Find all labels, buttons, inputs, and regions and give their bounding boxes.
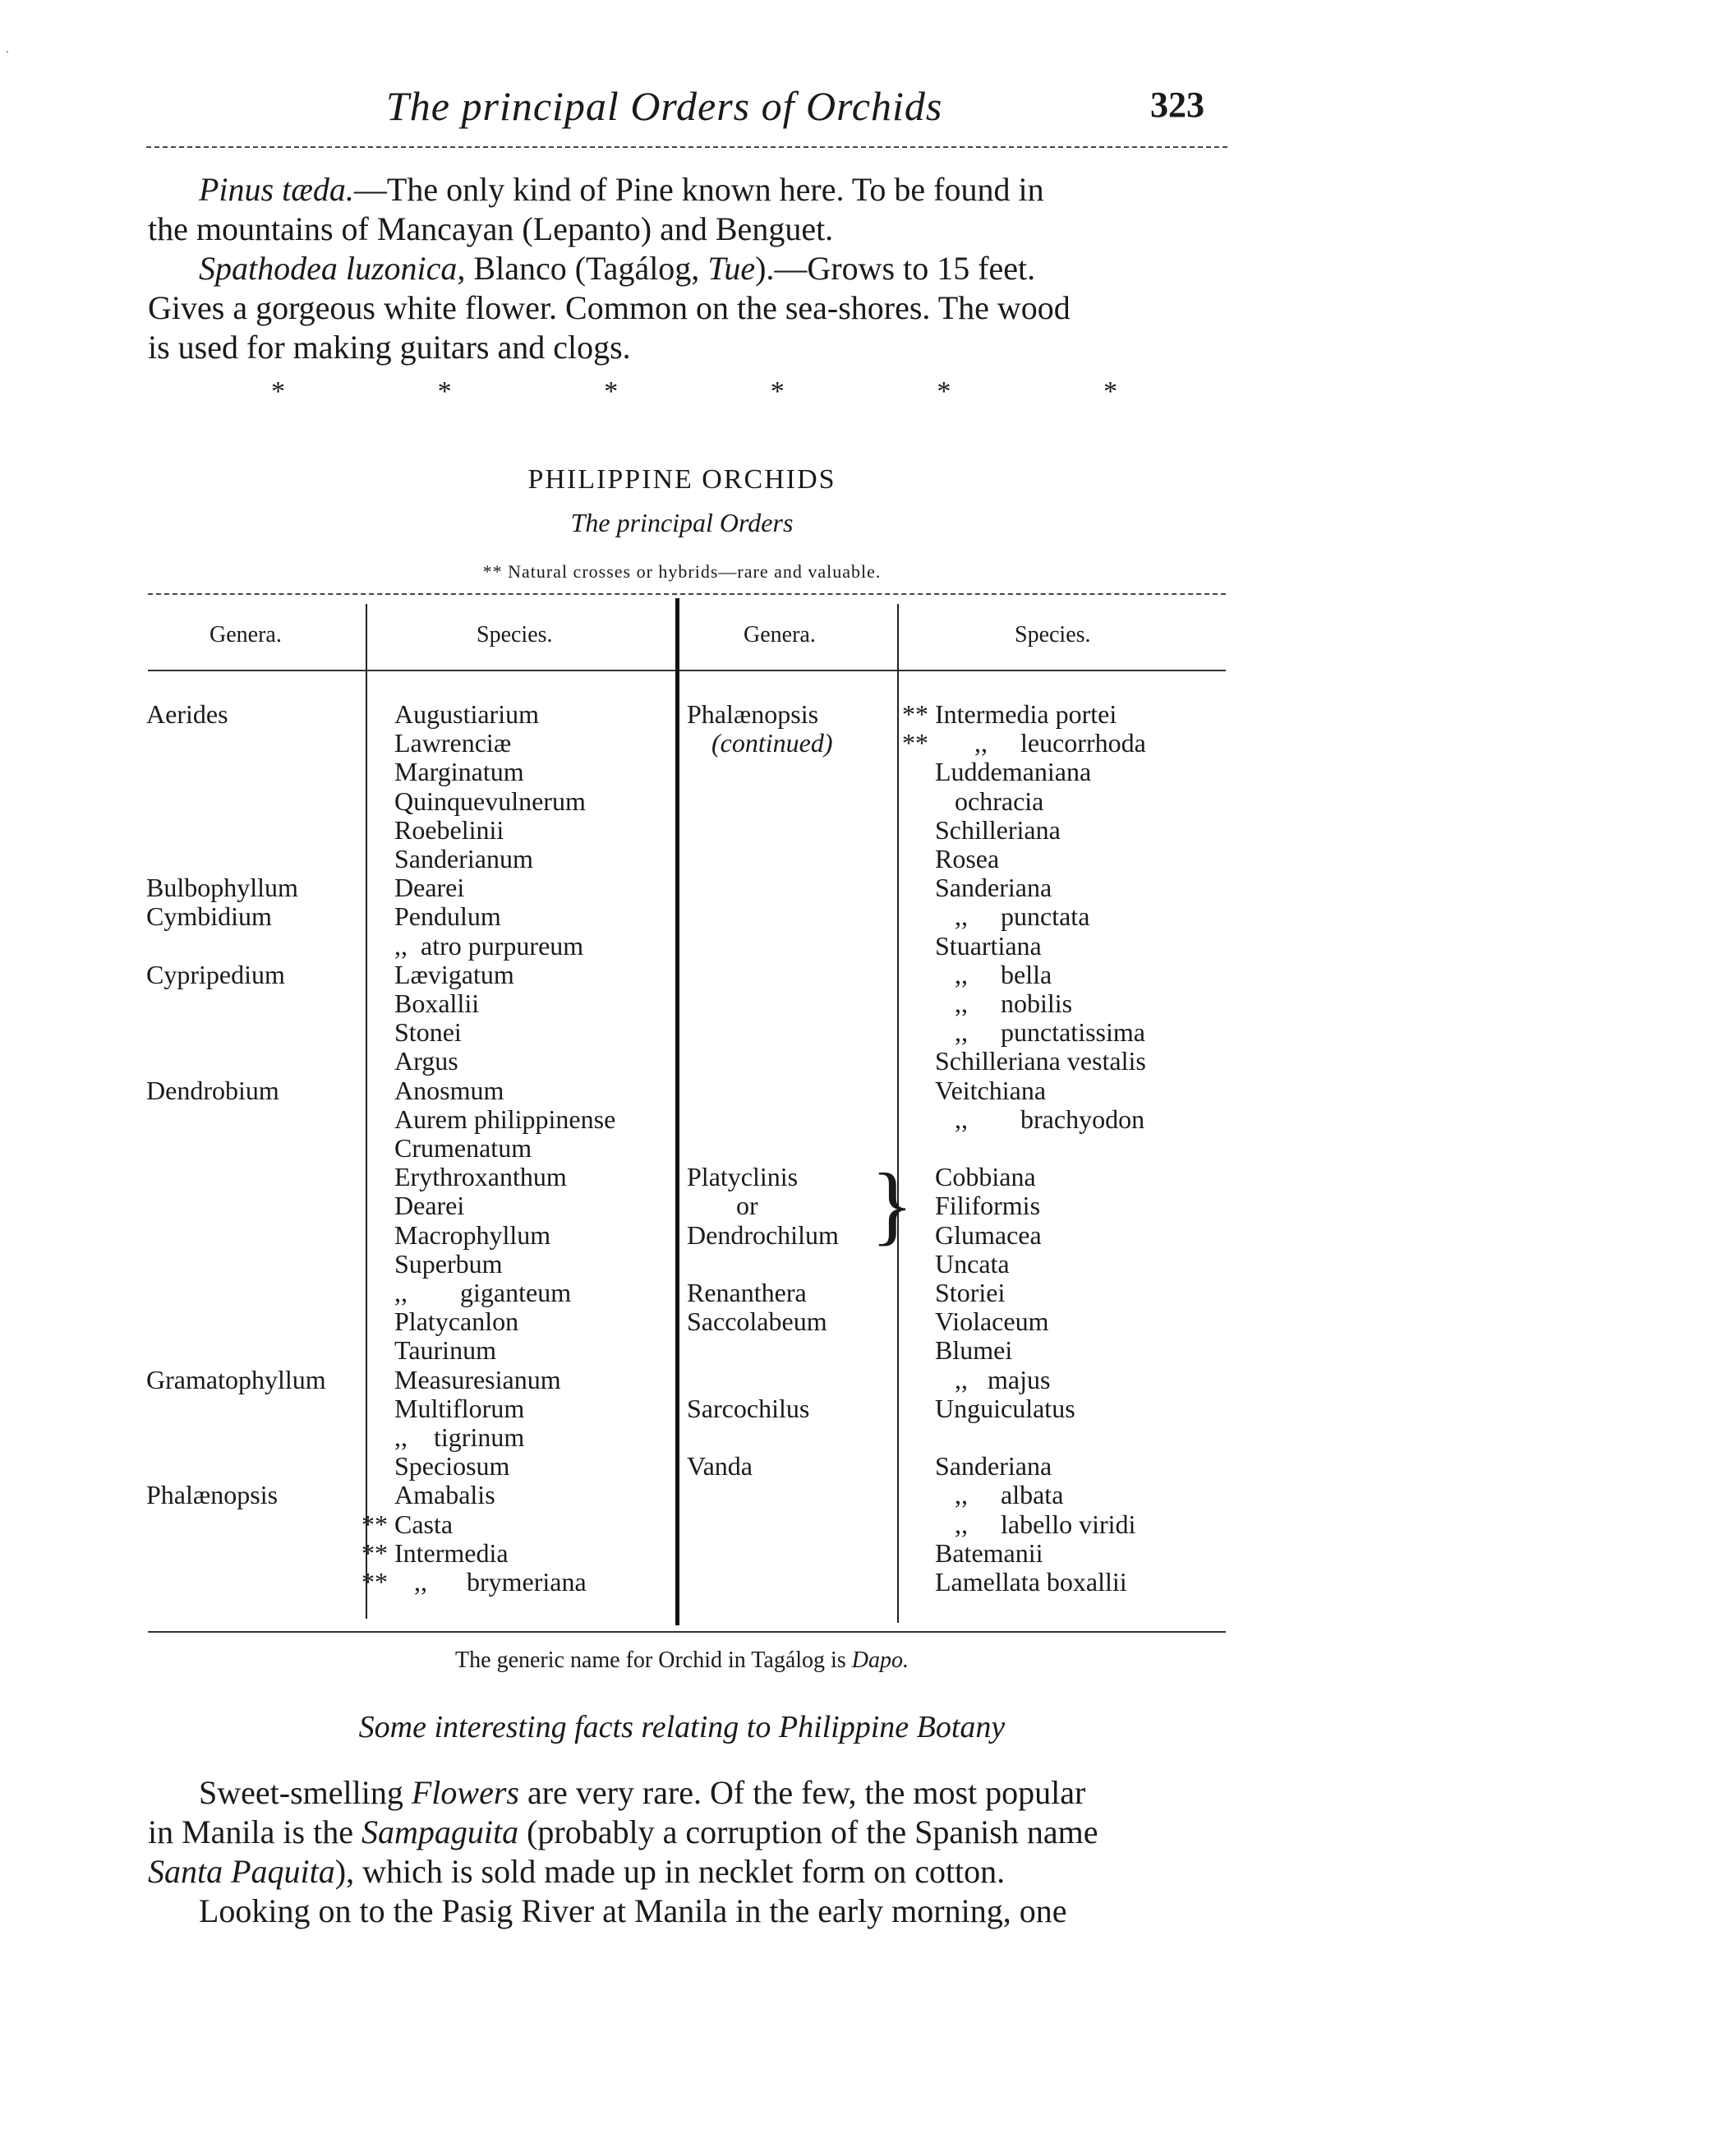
body-paragraph-2 xyxy=(148,1892,1224,1931)
species-name xyxy=(902,1191,1040,1220)
species-name xyxy=(361,1336,496,1365)
genus-name: Aerides xyxy=(146,699,228,729)
species-name xyxy=(361,1105,615,1134)
species-name xyxy=(902,1018,1145,1047)
species-name-text: ,, brymeriana xyxy=(394,1567,587,1597)
p1-text-d: (probably a corruption of the Spanish name xyxy=(518,1813,1098,1850)
species-name xyxy=(361,1568,587,1597)
species-name xyxy=(902,1510,1135,1539)
section-break-asterisks xyxy=(271,376,1117,408)
species-name-text: ,, tigrinum xyxy=(394,1422,525,1452)
asterisk: * xyxy=(1103,376,1117,407)
intro-paragraph-pinus-cont xyxy=(148,210,1224,249)
left-genera-column xyxy=(146,700,360,1604)
column-divider-main xyxy=(675,598,679,1625)
body-paragraph-1-line-2 xyxy=(148,1813,1224,1852)
table-top-rule xyxy=(148,593,1226,595)
species-name xyxy=(361,1018,462,1047)
species-name-text: Sanderiana xyxy=(935,873,1052,902)
species-name xyxy=(361,758,524,786)
running-header: The principal Orders of Orchids xyxy=(386,83,943,129)
genus-name: Gramatophyllum xyxy=(146,1365,326,1394)
species-name xyxy=(902,1047,1146,1076)
species-name-text: Quinquevulnerum xyxy=(394,786,586,816)
spathodea-tue: Tue xyxy=(707,250,756,287)
spathodea-text-2: Gives a gorgeous white flower. Common on the sea-shores. The wood xyxy=(148,289,1071,326)
species-name-text: Intermedia portei xyxy=(935,699,1117,729)
asterisk: * xyxy=(770,376,785,407)
species-name xyxy=(361,787,586,816)
species-name-text: Augustiarium xyxy=(394,699,539,729)
species-name xyxy=(361,729,511,758)
body-paragraph-1-line-3 xyxy=(148,1852,1224,1892)
species-name-text: Speciosum xyxy=(394,1451,510,1481)
scan-speck xyxy=(7,51,8,53)
genus-name: Platyclinis xyxy=(687,1162,799,1191)
species-name-text: Taurinum xyxy=(394,1335,496,1365)
species-name xyxy=(361,1076,504,1105)
spathodea-text-3: is used for making guitars and clogs. xyxy=(148,329,631,366)
species-name xyxy=(902,1307,1048,1336)
species-name-text: Batemanii xyxy=(935,1538,1043,1568)
species-name xyxy=(902,873,1052,902)
column-header-species-right: Species. xyxy=(1015,622,1091,647)
species-name xyxy=(902,1423,935,1452)
species-name-text: Blumei xyxy=(935,1335,1013,1365)
column-divider xyxy=(897,604,899,1623)
body-paragraph-1-line-1 xyxy=(148,1773,1224,1813)
species-name xyxy=(902,1539,1043,1568)
species-name xyxy=(902,787,1043,816)
species-name-text: Filiformis xyxy=(935,1191,1041,1220)
genus-name: Vanda xyxy=(687,1451,753,1481)
species-name xyxy=(902,729,1146,758)
species-name-text: Rosea xyxy=(935,844,1000,873)
species-name-text: Lamellata boxallii xyxy=(935,1567,1127,1597)
species-name-text: ,, majus xyxy=(935,1365,1051,1394)
hybrid-mark: ** xyxy=(902,699,928,729)
species-name xyxy=(902,1250,1010,1279)
species-name xyxy=(902,1279,1005,1307)
species-name-text: Lævigatum xyxy=(394,960,514,989)
hybrid-mark: ** xyxy=(361,1567,388,1597)
species-name-text: Anosmum xyxy=(394,1076,504,1105)
species-name xyxy=(361,1279,571,1307)
p1-text-b: are very rare. Of the few, the most popular xyxy=(518,1774,1086,1811)
genus-name: Phalænopsis xyxy=(146,1480,279,1509)
column-header-genera-left: Genera. xyxy=(210,622,282,647)
species-name xyxy=(902,816,1061,845)
species-name xyxy=(902,700,1117,729)
species-name-text: Intermedia xyxy=(394,1538,509,1568)
asterisk: * xyxy=(937,376,951,407)
intro-paragraph-spathodea xyxy=(148,249,1224,288)
species-name xyxy=(361,873,464,902)
species-name xyxy=(902,1221,1042,1250)
species-name-text: ,, brachyodon xyxy=(935,1104,1145,1134)
species-name xyxy=(361,1191,464,1220)
genus-name: or xyxy=(736,1191,758,1220)
species-name-text: ,, punctata xyxy=(935,901,1090,931)
species-name-text: ,, albata xyxy=(935,1480,1064,1509)
genus-name: Renanthera xyxy=(687,1278,807,1307)
species-name xyxy=(361,961,514,989)
species-name-text: ,, bella xyxy=(935,960,1052,989)
species-name xyxy=(361,989,479,1018)
species-name xyxy=(902,1481,1063,1509)
species-name xyxy=(902,932,1042,961)
genus-name: Phalænopsis xyxy=(687,699,819,729)
species-name xyxy=(902,1366,1050,1394)
species-name-text: Argus xyxy=(394,1046,458,1076)
table-bottom-rule xyxy=(148,1631,1226,1633)
column-header-species-left: Species. xyxy=(477,622,553,647)
species-name xyxy=(361,1366,561,1394)
species-name xyxy=(361,1423,524,1452)
species-name-text: Casta xyxy=(394,1509,454,1539)
species-name-text: Erythroxanthum xyxy=(394,1162,567,1191)
species-name xyxy=(902,989,1072,1018)
species-name-text: Storiei xyxy=(935,1278,1006,1307)
species-name xyxy=(361,1307,518,1336)
species-name-text: Schilleriana vestalis xyxy=(935,1046,1146,1076)
species-name xyxy=(902,902,1089,931)
p1-sampaguita: Sampaguita xyxy=(361,1813,519,1850)
intro-paragraph-pinus xyxy=(148,170,1224,210)
p1-santa-paquita: Santa Paquita xyxy=(148,1853,335,1890)
hybrid-mark: ** xyxy=(361,1509,388,1539)
species-name xyxy=(361,700,539,729)
species-name-text: ,, atro purpureum xyxy=(394,931,584,961)
species-name-text: ochracia xyxy=(935,786,1044,816)
genus-name: Sarcochilus xyxy=(687,1394,810,1423)
species-name xyxy=(361,1452,509,1481)
p2-text: Looking on to the Pasig River at Manila in the early morning, one xyxy=(199,1892,1067,1929)
species-name-text: Veitchiana xyxy=(935,1076,1047,1105)
species-name xyxy=(902,1076,1046,1105)
header-rule xyxy=(146,146,1227,148)
species-name-text: Unguiculatus xyxy=(935,1394,1075,1423)
species-name xyxy=(361,1510,453,1539)
species-name-text: Dearei xyxy=(394,873,465,902)
p1-text-a: Sweet-smelling xyxy=(199,1774,412,1811)
species-name xyxy=(902,758,1091,786)
intro-paragraph-spathodea-2 xyxy=(148,288,1224,328)
right-genera-column xyxy=(687,700,892,1604)
genus-name: Bulbophyllum xyxy=(146,873,298,902)
column-header-genera-right: Genera. xyxy=(744,622,816,647)
species-name xyxy=(361,1394,524,1423)
genus-name: Saccolabeum xyxy=(687,1306,827,1336)
left-species-column xyxy=(361,700,674,1604)
species-name-text: Violaceum xyxy=(935,1306,1049,1336)
genus-name: Dendrobium xyxy=(146,1076,279,1105)
p1-flowers: Flowers xyxy=(411,1774,519,1811)
page-number: 323 xyxy=(1150,85,1204,125)
species-name-text: Superbum xyxy=(394,1249,503,1279)
species-name-text: Stuartiana xyxy=(935,931,1042,961)
genus-name: (continued) xyxy=(711,728,833,758)
table-header-rule xyxy=(148,670,1226,671)
species-name-text: Uncata xyxy=(935,1249,1010,1279)
species-name xyxy=(902,1336,1012,1365)
table-subtitle: The principal Orders xyxy=(570,508,794,537)
species-name-text: Cobbiana xyxy=(935,1162,1036,1191)
species-name-text: ,, leucorrhoda xyxy=(935,728,1146,758)
species-name-text: Boxallii xyxy=(394,988,480,1018)
p1-text-c: in Manila is the xyxy=(148,1813,361,1850)
asterisk: * xyxy=(604,376,619,407)
species-name xyxy=(361,1539,509,1568)
species-name-text: Lawrenciæ xyxy=(394,728,512,758)
asterisk: * xyxy=(271,376,285,407)
species-name-text: Marginatum xyxy=(394,757,524,786)
genus-name: Cymbidium xyxy=(146,901,272,931)
species-name-text: ,, nobilis xyxy=(935,988,1073,1018)
species-name-text: Luddemaniana xyxy=(935,757,1092,786)
species-name xyxy=(902,1163,1036,1191)
table-caption xyxy=(0,1647,1364,1674)
right-species-column xyxy=(902,700,1231,1604)
species-name xyxy=(361,932,583,961)
hybrid-mark: ** xyxy=(902,728,928,758)
caption-text: The generic name for Orchid in Tagálog is xyxy=(455,1647,852,1673)
species-name-text: Dearei xyxy=(394,1191,465,1220)
p1-text-e: ), which is sold made up in necklet form on cotton. xyxy=(334,1853,1006,1890)
spathodea-pre: Blanco (Tagálog, xyxy=(465,250,708,287)
species-name-text: Pendulum xyxy=(394,901,501,931)
asterisk: * xyxy=(437,376,452,407)
section-heading: Some interesting facts relating to Philippine Botany xyxy=(358,1710,1006,1744)
species-name-text: Schilleriana xyxy=(935,815,1061,845)
grouping-brace: } xyxy=(871,1156,914,1254)
species-name-text: Sanderianum xyxy=(394,844,533,873)
species-name xyxy=(902,1452,1052,1481)
caption-term: Dapo. xyxy=(851,1647,909,1673)
genus-name: Dendrochilum xyxy=(687,1220,839,1250)
species-name xyxy=(902,1568,1127,1597)
species-name-text: Macrophyllum xyxy=(394,1220,551,1250)
species-name-text: Stonei xyxy=(394,1017,462,1047)
species-name-text: Glumacea xyxy=(935,1220,1042,1250)
species-name-text: ,, punctatissima xyxy=(935,1017,1145,1047)
intro-paragraph-spathodea-3 xyxy=(148,328,1224,367)
species-name xyxy=(361,902,501,931)
species-name xyxy=(361,816,504,845)
species-name xyxy=(361,1134,532,1163)
species-name-text: Sanderiana xyxy=(935,1451,1052,1481)
species-name-text: Multiflorum xyxy=(394,1394,525,1423)
species-name-text: Amabalis xyxy=(394,1480,495,1509)
hybrid-mark: ** xyxy=(361,1538,388,1568)
species-name xyxy=(361,1163,567,1191)
species-name-text: Measuresianum xyxy=(394,1365,561,1394)
species-name-text: Roebelinii xyxy=(394,815,504,845)
table-title: PHILIPPINE ORCHIDS xyxy=(527,464,836,495)
species-name xyxy=(902,845,999,873)
table-note: ** Natural crosses or hybrids—rare and valuable. xyxy=(482,561,882,582)
spathodea-post: ).—Grows to 15 feet. xyxy=(755,250,1036,287)
pinus-text-2: the mountains of Mancayan (Lepanto) and Benguet. xyxy=(148,210,834,247)
species-name xyxy=(902,1394,1075,1423)
species-name-text: ,, labello viridi xyxy=(935,1509,1136,1539)
species-name xyxy=(902,1105,1144,1134)
species-name-text: Platycanlon xyxy=(394,1306,519,1336)
species-name-text: Aurem philippinense xyxy=(394,1104,616,1134)
spathodea-term: Spathodea luzonica, xyxy=(199,250,466,287)
pinus-text-1: —The only kind of Pine known here. To be found in xyxy=(353,171,1044,208)
species-name xyxy=(361,845,533,873)
species-name xyxy=(361,1481,495,1509)
genus-name: Cypripedium xyxy=(146,960,285,989)
species-name xyxy=(902,961,1052,989)
species-name-text: ,, giganteum xyxy=(394,1278,572,1307)
species-name xyxy=(361,1047,458,1076)
species-name-text: Crumenatum xyxy=(394,1133,532,1163)
species-name xyxy=(361,1221,550,1250)
species-name xyxy=(361,1250,503,1279)
pinus-term: Pinus tæda. xyxy=(199,171,354,208)
